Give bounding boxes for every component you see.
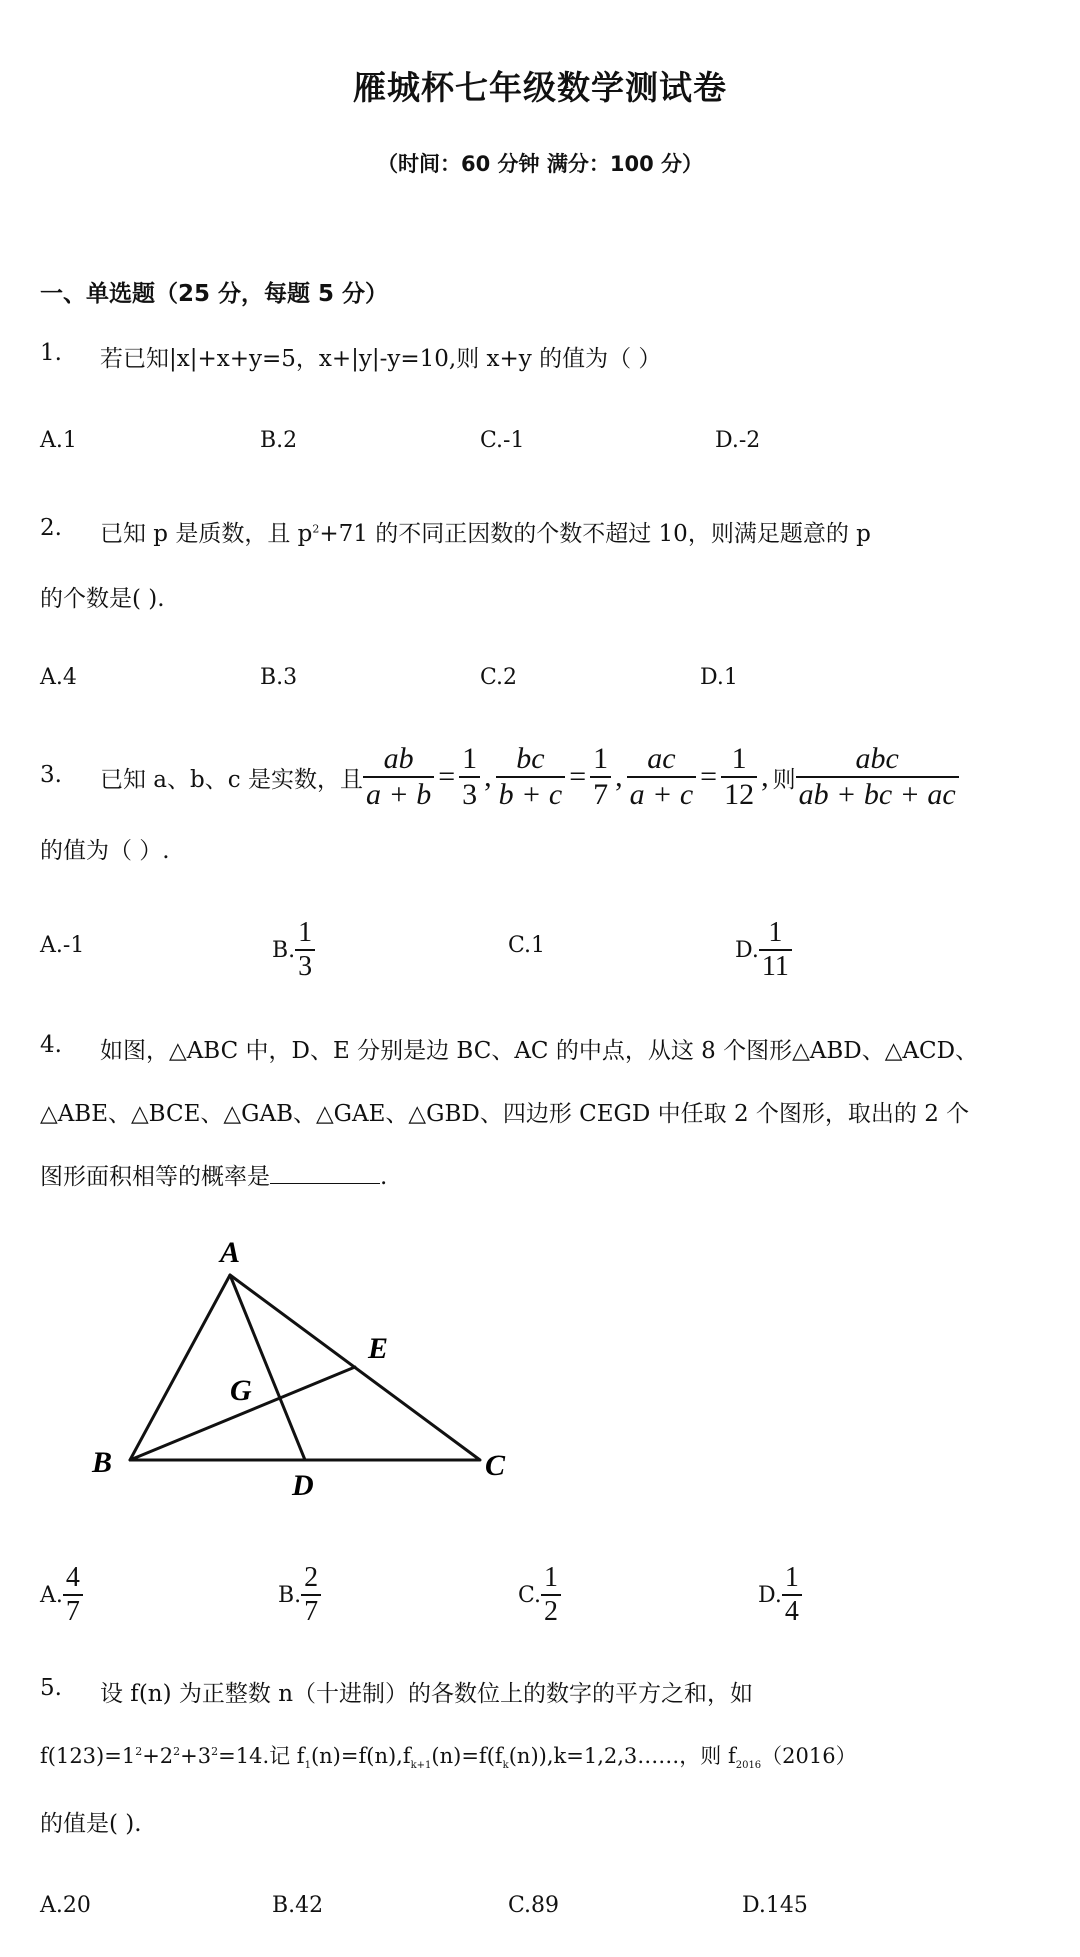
q2-option-b: B.3 (260, 665, 298, 690)
q4-line2: △ABE、△BCE、△GAB、△GAE、△GBD、四边形 CEGD 中任取 2 个图形，取出的 2 个 (40, 1101, 970, 1127)
q3-frac-one-twelfth: $\frac{1}{12}$ (721, 742, 757, 813)
q3-then: 则 (772, 766, 796, 793)
q4-option-b: B. $\frac{2}{7}$ (278, 1555, 321, 1635)
q3-line1: 已知 a、b、c 是实数，且 $\frac{ab}{a + b}$ = $\frac{1}{3}$ , $\frac{bc}{b + c}$ = $\frac{1}{7}$ , $\frac{ac}{a + c}$ = $\frac{1}{12}$ , 则 $\frac{\text{abc}}{ab + bc + ac}$ (100, 734, 959, 820)
label-g: G (230, 1374, 252, 1407)
q2-number: 2. (40, 515, 62, 541)
q2-text-b: +71 的不同正因数的个数不超过 10，则满足题意的 p (319, 521, 871, 547)
q1-option-d: D.-2 (715, 428, 761, 453)
q2-option-d: D.1 (700, 665, 738, 690)
q1-number: 1. (40, 340, 62, 366)
q5-line1: 设 f(n) 为正整数 n（十进制）的各数位上的数字的平方之和，如 (100, 1681, 754, 1707)
q3-frac-ab: $\frac{ab}{a + b}$ (363, 742, 434, 813)
q4-line1: 如图，△ABC 中，D、E 分别是边 BC、AC 的中点，从这 8 个图形△ABD、△ACD、 (100, 1038, 979, 1064)
q2-text-a: 已知 p 是质数，且 p (100, 521, 313, 547)
label-e: E (368, 1332, 389, 1365)
q3-frac-one-seventh: $\frac{1}{7}$ (590, 742, 611, 813)
q3-option-b: B. $\frac{1}{3}$ (272, 910, 315, 990)
label-c: C (485, 1449, 506, 1482)
label-d: D (292, 1469, 314, 1502)
q3-frac-target: $\frac{\text{abc}}{ab + bc + ac}$ (796, 742, 959, 813)
triangle-figure (80, 1225, 520, 1505)
q2-option-a: A.4 (40, 665, 77, 690)
page-title: 雁城杯七年级数学测试卷 (353, 68, 727, 107)
q3-number: 3. (40, 762, 62, 788)
q5-option-c: C.89 (508, 1893, 560, 1918)
q3-frac-bc: $\frac{bc}{b + c}$ (496, 742, 566, 813)
q3-line2: 的值为（ ）. (40, 838, 170, 864)
q5-line3: 的值是( ). (40, 1811, 142, 1837)
label-a: A (220, 1236, 241, 1269)
q5-option-d: D.145 (742, 1893, 808, 1918)
q3-frac-ac: $\frac{ac}{a + c}$ (627, 742, 697, 813)
q1-option-a: A.1 (40, 428, 77, 453)
q3-option-a: A.-1 (40, 933, 85, 958)
q4-number: 4. (40, 1032, 62, 1058)
label-b: B (92, 1446, 113, 1479)
q2-exponent: 2 (312, 522, 320, 536)
q5-option-b: B.42 (272, 1893, 324, 1918)
q2-option-c: C.2 (480, 665, 518, 690)
q4-option-a: A. $\frac{4}{7}$ (40, 1555, 83, 1635)
q1-text: 若已知|x|+x+y=5，x+|y|-y=10,则 x+y 的值为（ ） (100, 346, 662, 372)
q3-option-c: C.1 (508, 933, 546, 958)
q3-lead: 已知 a、b、c 是实数，且 (100, 766, 363, 793)
q2-line2: 的个数是( ). (40, 586, 165, 612)
q3-frac-one-third: $\frac{1}{3}$ (459, 742, 480, 813)
triangle-abc (130, 1275, 480, 1460)
q4-option-c: C. $\frac{1}{2}$ (518, 1555, 561, 1635)
q1-option-b: B.2 (260, 428, 298, 453)
q5-option-a: A.20 (40, 1893, 91, 1918)
q5-line2: $f(123)=1^2+2^2+3^2=14$.记 $f_1(n)=f(n),f_{k+1}(n)=f(f_k(n)),k=1,2,3\dots\dots$，则 $f_{2016}(2016)$ (40, 1744, 857, 1772)
q1-option-c: C.-1 (480, 428, 525, 453)
q5-number: 5. (40, 1675, 62, 1701)
q4-line3: 图形面积相等的概率是 . (40, 1164, 388, 1190)
exam-info: （时间：60 分钟 满分：100 分） (377, 152, 703, 176)
q4-option-d: D. $\frac{1}{4}$ (758, 1555, 802, 1635)
section-heading: 一、单选题（25 分，每题 5 分） (40, 281, 389, 307)
q4-answer-blank (270, 1163, 380, 1184)
q2-line1 (100, 515, 871, 548)
q3-option-d: D. $\frac{1}{11}$ (735, 910, 792, 990)
